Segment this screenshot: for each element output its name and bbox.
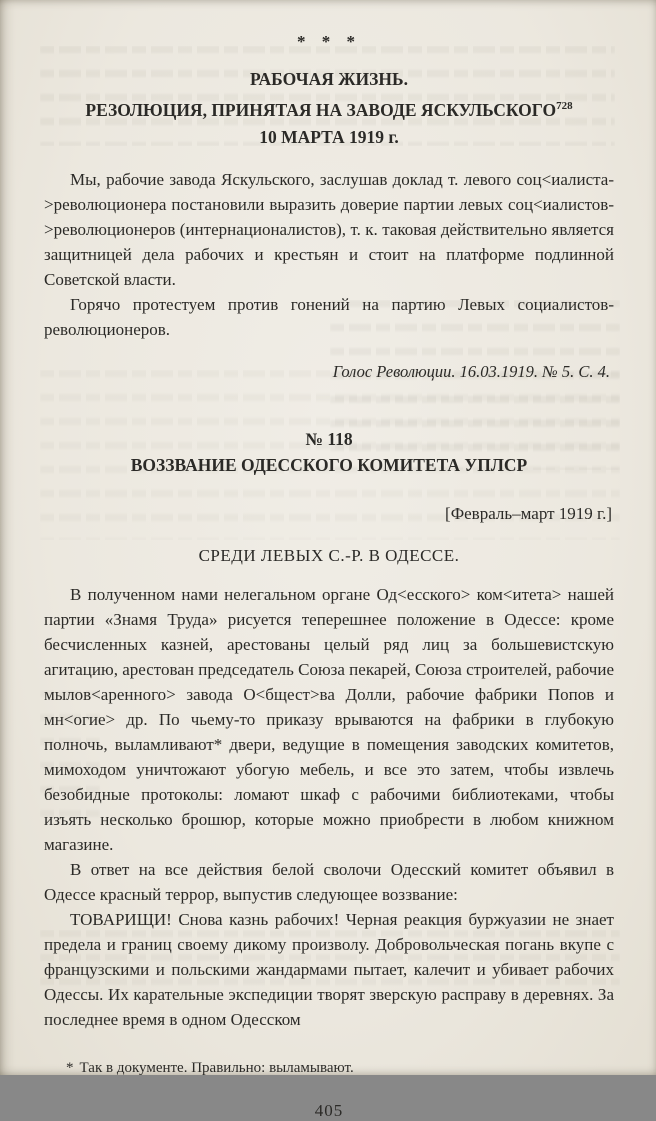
doc118-paragraph-3: ТОВАРИЩИ! Снова казнь рабочих! Черная реакция буржуазии не знает предела и границ своему дикому произволу. Добровольческая погань вкупе с французскими и польскими жандармами пытает, калечит и убивает рабочих Одессы. Их карательные экспедиции творят зверскую расправу в деревнях. За последнее время в одном Одесском [44, 909, 614, 1029]
doc117-heading-line2-text: РЕЗОЛЮЦИЯ, ПРИНЯТАЯ НА ЗАВОДЕ ЯСКУЛЬСКОГО [85, 99, 557, 120]
footnote [44, 1058, 614, 1079]
page-content [44, 32, 614, 1121]
doc118-number: № 118 [305, 428, 353, 449]
doc117-heading [44, 66, 614, 151]
doc118-body [44, 582, 614, 1032]
doc117-body [44, 167, 614, 342]
doc118-title: ВОЗЗВАНИЕ ОДЕССКОГО КОМИТЕТА УПЛСР [130, 454, 528, 475]
doc118-subheading: СРЕДИ ЛЕВЫХ С.-Р. В ОДЕССЕ. [198, 545, 460, 565]
doc117-heading-line2 [44, 93, 614, 124]
doc118-paragraph-2: В ответ на все действия белой сволочи Одесский комитет объявил в Одессе красный террор, выпустив следующее воззвание: [44, 859, 614, 904]
section-separator-stars: * * * [297, 32, 361, 51]
footnote-text: Так в документе. Правильно: выламывают. [79, 1059, 354, 1076]
footnote-marker: * [66, 1059, 74, 1076]
doc118-paragraph-1: В полученном нами нелегальном органе Од<есского> ком<итета> нашей партии «Знамя Труда» рисуется теперешнее положение в Одессе: кроме бесчисленных казней, арестованы целый ряд лиц за большевистскую агитацию, арестован председатель Союза пекарей, Союза строителей, рабочие мылов<аренного> завода О<бщест>ва Долли, рабочие фабрики Попов и мн<огие> др. По чьему-то приказу врываются на фабрики в глубокую полночь, выламливают* двери, ведущие в помещения заводских комитетов, мимоходом уничтожают убогую мебель, и все это затем, чтобы извлечь безобидные протоколы: ломают шкаф с рабочими библиотеками, чтобы изъять несколько брошюр, которые можно приобрести в любом книжном магазине. [44, 584, 614, 854]
footnote-reference-728: 728 [556, 100, 573, 112]
doc117-heading-line3: 10 МАРТА 1919 г. [259, 126, 399, 147]
page-number: 405 [314, 1100, 344, 1120]
doc118-date: [Февраль–март 1919 г.] [445, 503, 612, 523]
doc117-heading-line1: РАБОЧАЯ ЖИЗНЬ. [250, 69, 408, 89]
doc117-paragraph-2: Горячо протестуем против гонений на партию Левых социалистов-революционеров. [44, 294, 614, 339]
doc117-source-citation: Голос Революции. 16.03.1919. № 5. С. 4. [332, 361, 610, 381]
doc117-paragraph-1: Мы, рабочие завода Яскульского, заслушав доклад т. левого соц<иалиста->революционера постановили выразить доверие партии левых соц<иалистов->революционеров (интернационалистов), т. к. таковая действительно является защитницей дела рабочих и крестьян и стоит на платформе подлинной Советской власти. [44, 169, 614, 289]
